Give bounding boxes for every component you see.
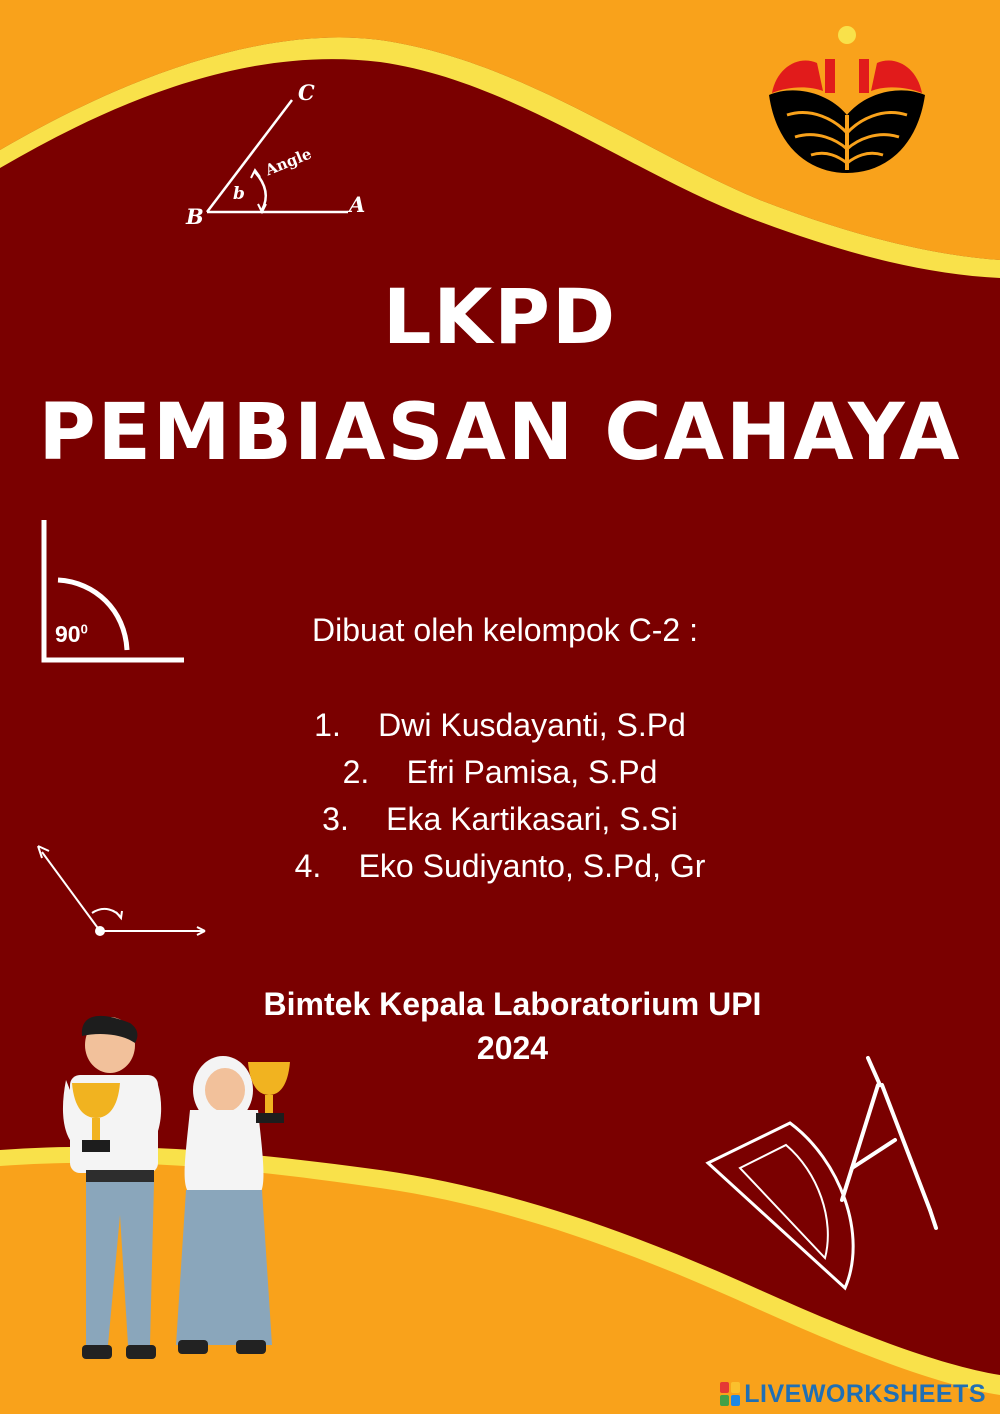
list-item-number: 4. (294, 848, 322, 884)
liveworksheets-logo-icon (720, 1382, 740, 1406)
list-item-number: 2. (342, 754, 370, 790)
angle-vertex-b-label: B (186, 204, 204, 229)
page-title-line1: LKPD (382, 272, 618, 361)
list-item-name: Dwi Kusdayanti, S.Pd (378, 707, 686, 743)
angle-word-label: Angle (262, 144, 315, 180)
event-name: Bimtek Kepala Laboratorium UPI (263, 986, 762, 1022)
made-by-label: Dibuat oleh kelompok C-2 : (312, 612, 698, 648)
protractor-icon (708, 1123, 853, 1288)
list-item-name: Eka Kartikasari, S.Si (386, 801, 678, 837)
list-item (0, 749, 1000, 796)
event-year: 2024 (476, 1030, 549, 1066)
right-angle-degree: 0 (80, 621, 88, 637)
angle-point-a-label: A (349, 192, 366, 217)
right-angle-number: 90 (55, 621, 81, 647)
event-info (0, 982, 1000, 1070)
list-item (0, 702, 1000, 749)
list-item-number: 1. (314, 707, 341, 743)
list-item (0, 796, 1000, 843)
member-list (0, 702, 1000, 890)
list-item-number: 3. (322, 801, 349, 837)
angle-symbol-label: b (233, 184, 245, 204)
list-item-name: Efri Pamisa, S.Pd (406, 754, 658, 790)
liveworksheets-text: LIVEWORKSHEETS (744, 1379, 986, 1408)
angle-point-c-label: C (298, 80, 315, 105)
list-item (0, 843, 1000, 890)
liveworksheets-watermark[interactable] (720, 1378, 986, 1410)
compass-icon (842, 1058, 936, 1228)
list-item-name: Eko Sudiyanto, S.Pd, Gr (358, 848, 706, 884)
page-title-line2: PEMBIASAN CAHAYA (38, 388, 962, 478)
